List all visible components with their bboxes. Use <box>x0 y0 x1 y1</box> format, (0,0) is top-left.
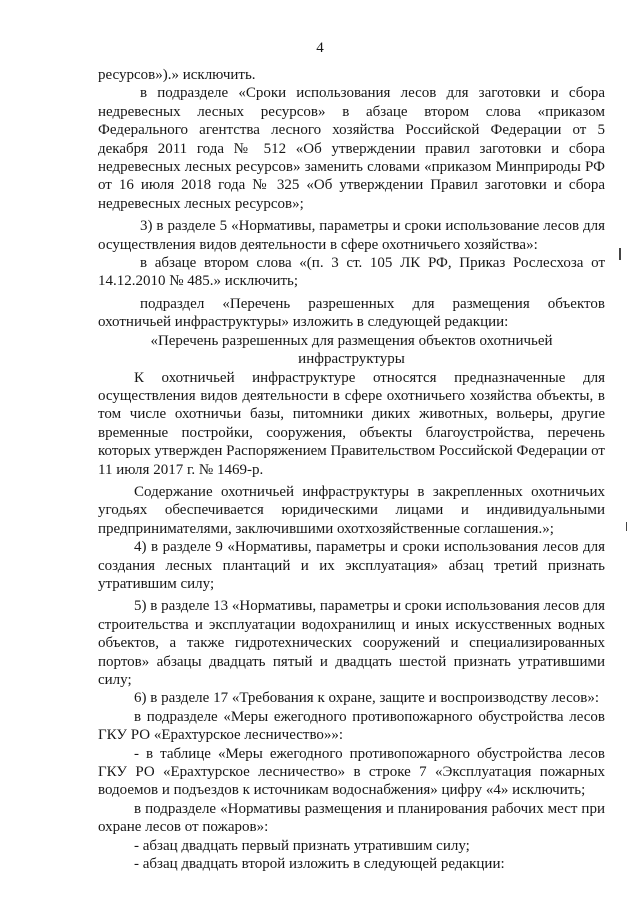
paragraph-9: 5) в разделе 13 «Нормативы, параметры и сроки использования лесов для строительства и эксплуатации водохранилищ и иных искусственных водных объектов, а также гидротехнических сооружений и специализированных портов» абзацы двадцать пятый и двадцать шестой признать утратившими силу; <box>98 598 605 688</box>
scan-mark <box>626 522 627 531</box>
paragraph-1: ресурсов»).» исключить. <box>98 67 256 83</box>
document-body <box>98 66 605 873</box>
paragraph-4: в абзаце втором слова «(п. 3 ст. 105 ЛК РФ, Приказ Рослесхоза от 14.12.2010 № 485.» исключить; <box>98 255 605 290</box>
section-heading: «Перечень разрешенных для размещения объектов охотничьей инфраструктуры <box>150 332 553 368</box>
paragraph-2: в подразделе «Сроки использования лесов для заготовки и сбора недревесных лесных ресурсов» в абзаце втором слова «приказом Федерального агентства лесного хозяйства Российской Федерации от 5 декабря 2011 года № 512 «Об утверждении правил заготовки и сбора недревесных лесных ресурсов» заменить словами «приказом Минприроды РФ от 16 июля 2018 года № 325 «Об утверждении Правил заготовки и сбора недревесных лесных ресурсов»; <box>98 85 605 212</box>
paragraph-12: - в таблице «Меры ежегодного противопожарного обустройства лесов ГКУ РО «Ерахтурское лесничество» в строке 7 «Эксплуатация пожарных водоемов и подъездов к источникам водоснабжения» цифру «4» исключить; <box>98 745 605 799</box>
scan-mark <box>619 248 621 260</box>
paragraph-15: - абзац двадцать второй изложить в следующей редакции: <box>134 856 505 873</box>
paragraph-13: в подразделе «Нормативы размещения и планирования рабочих мест при охране лесов от пожаров»: <box>98 800 605 836</box>
paragraph-5: подраздел «Перечень разрешенных для размещения объектов охотничьей инфраструктуры» изложить в следующей редакции: <box>98 295 605 331</box>
paragraph-14: - абзац двадцать первый признать утратившим силу; <box>134 837 470 854</box>
paragraph-6: К охотничьей инфраструктуре относятся предназначенные для осуществления видов деятельности в сфере охотничьего хозяйства объекты, в том числе охотничьи базы, питомники диких животных, вольеры, другие временные постройки, сооружения, объекты благоустройства, перечень которых утвержден Распоряжением Правительством Российской Федерации от 11 июля 2017 г. № 1469-р. <box>98 369 605 478</box>
paragraph-10: 6) в разделе 17 «Требования к охране, защите и воспроизводству лесов»: <box>134 690 599 707</box>
paragraph-8: 4) в разделе 9 «Нормативы, параметры и сроки использования лесов для создания лесных плантаций и их эксплуатация» абзац третий признать утратившим силу; <box>98 539 605 592</box>
paragraph-11: в подразделе «Меры ежегодного противопожарного обустройства лесов ГКУ РО «Ерахтурское лесничество»»: <box>98 708 605 744</box>
paragraph-3: 3) в разделе 5 «Нормативы, параметры и сроки использование лесов для осуществления видов деятельности в сфере охотничьего хозяйства»: <box>98 218 605 253</box>
paragraph-7: Содержание охотничьей инфраструктуры в закрепленных охотничьих угодьях обеспечивается юридическими лицами и индивидуальными предпринимателями, заключившими охотхозяйственные соглашения.»; <box>98 483 605 537</box>
page-number: 4 <box>316 40 324 56</box>
